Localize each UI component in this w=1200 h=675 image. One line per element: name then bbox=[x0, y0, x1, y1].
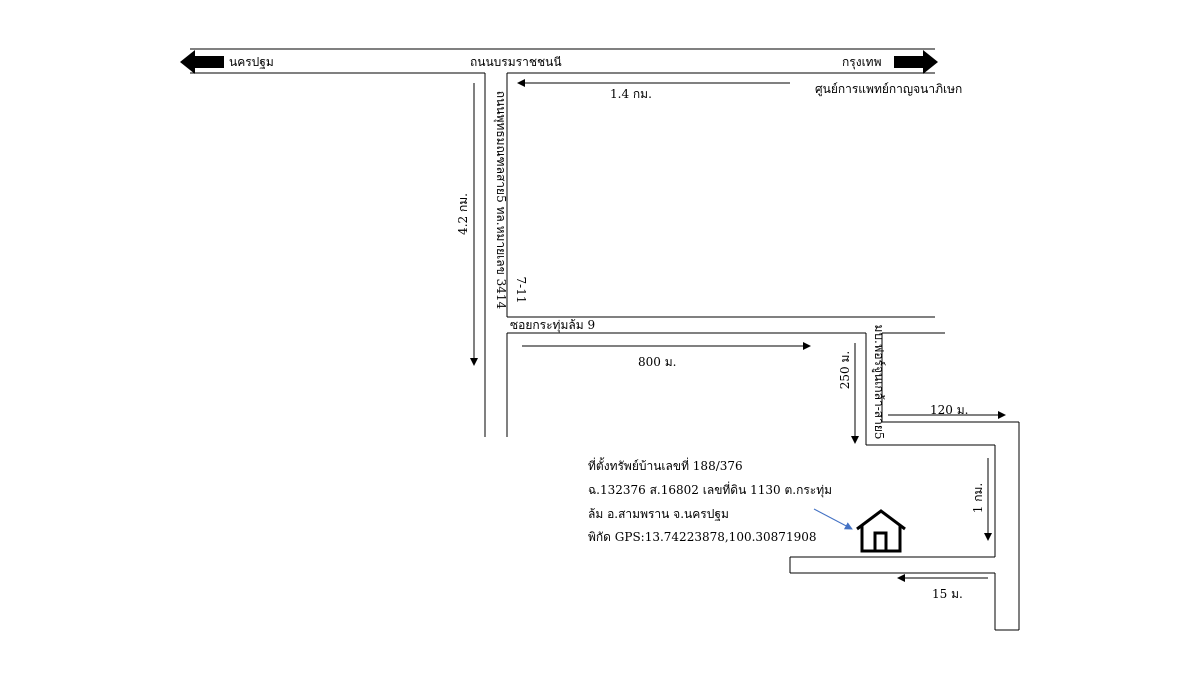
direction-arrow-left-icon bbox=[180, 50, 224, 74]
direction-arrow-right-icon bbox=[894, 50, 938, 74]
down-distance-label: 1 กม. bbox=[971, 482, 985, 514]
convenience-store-label: 7-11 bbox=[514, 276, 528, 304]
side-road-distance-label: 4.2 กม. bbox=[456, 193, 470, 235]
final-distance-label: 15 ม. bbox=[932, 587, 963, 601]
house-icon bbox=[857, 511, 905, 551]
soi-distance-label: 800 ม. bbox=[638, 355, 677, 369]
turn-right-distance-label: 120 ม. bbox=[930, 403, 969, 417]
village-name: มบ.ฟอร์จูนเกล้า-สาย5 bbox=[872, 324, 886, 440]
village-distance-label: 250 ม. bbox=[838, 350, 852, 390]
property-deed-line: ฉ.132376 ส.16802 เลขที่ดิน 1130 ต.กระทุ่ม bbox=[588, 483, 833, 497]
property-gps-line: พิกัด GPS:13.74223878,100.30871908 bbox=[588, 530, 817, 544]
property-pointer-arrow bbox=[814, 509, 852, 529]
inner-road bbox=[790, 422, 1019, 630]
side-road-name: ถนนพุทธมณฑลสาย5 ทล.หมายเลข 3414 bbox=[494, 90, 508, 310]
property-location-line: ล้ม อ.สามพราน จ.นครปฐม bbox=[588, 507, 729, 521]
main-road-distance-label: 1.4 กม. bbox=[610, 87, 652, 101]
property-address-line: ที่ตั้งทรัพย์บ้านเลขที่ 188/376 bbox=[588, 459, 743, 473]
main-road-name: ถนนบรมราชชนนี bbox=[470, 55, 562, 69]
property-info bbox=[588, 457, 832, 544]
soi-name: ซอยกระทุ่มล้ม 9 bbox=[510, 318, 596, 332]
left-destination-label: นครปฐม bbox=[229, 55, 274, 69]
main-road bbox=[190, 49, 935, 73]
right-destination-label: กรุงเทพ bbox=[842, 55, 882, 69]
hospital-label: ศูนย์การแพทย์กาญจนาภิเษก bbox=[815, 82, 963, 96]
